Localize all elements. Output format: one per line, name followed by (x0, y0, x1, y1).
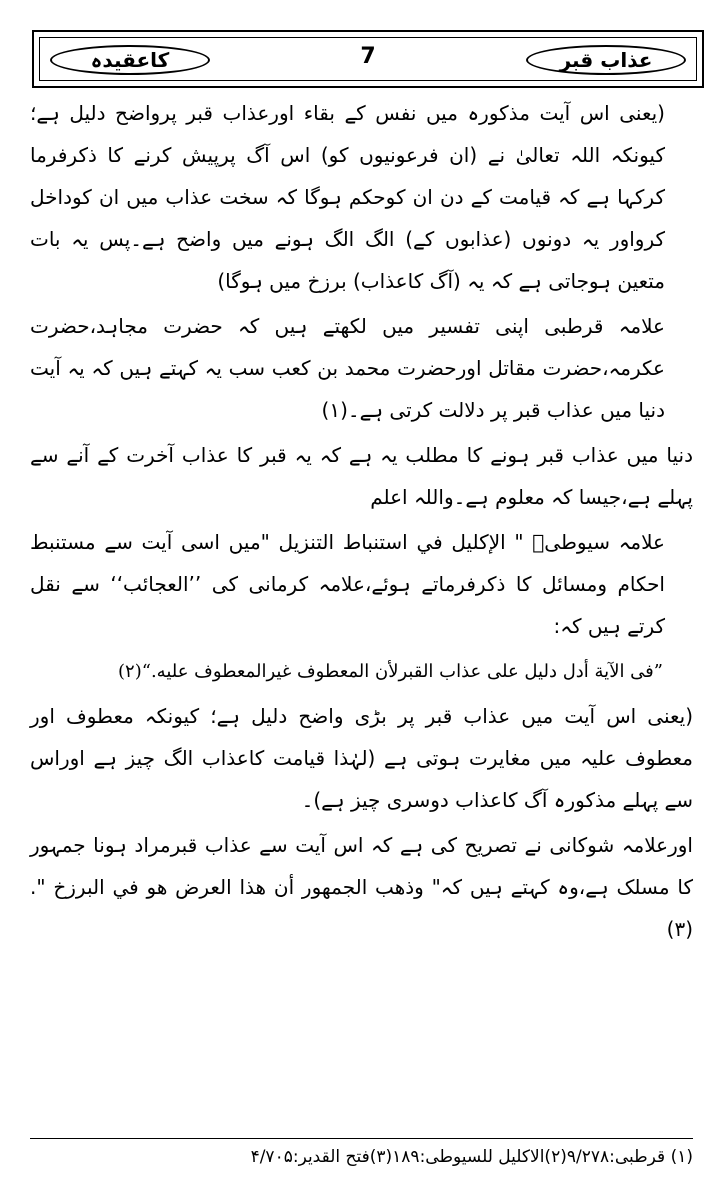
arabic-quote: ”فی الآیة أدل دلیل علی عذاب القبرلأن المعطوف غیرالمعطوف علیه.“(۲) (118, 661, 663, 682)
footnote-divider (30, 1138, 693, 1139)
page-body (30, 92, 693, 953)
header-right-title: عذاب قبر (526, 45, 686, 75)
page-number: 7 (360, 44, 376, 69)
paragraph-6: اورعلامہ شوکانی نے تصریح کی ہے کہ اس آیت سے عذاب قبرمراد ہونا جمہور کا مسلک ہے،وہ کہتے ہیں کہ" وذهب الجمهور أن هذا العرض هو في البرزخ ".(۳) (30, 833, 693, 941)
paragraph-1: (یعنی اس آیت مذکورہ میں نفس کے بقاء اورعذاب قبر پرواضح دلیل ہے؛ کیونکہ اللہ تعالیٰ نے (ان فرعونیوں کو) اس آگ پرپیش کرنے کا ذکرفرما کرکہا ہے کہ قیامت کے دن ان کوحکم ہوگا کہ سخت عذاب میں ان کوداخل کرواور یہ دونوں (عذابوں کے) الگ الگ ہونے میں واضح ہے۔پس یہ بات متعین ہوجاتی ہے کہ یہ (آگ کاعذاب) برزخ میں ہوگا) (30, 101, 665, 293)
header-inner-frame (39, 37, 697, 81)
paragraph-4: علامہ سیوطیؒ " الإكليل في استنباط التنزيل "میں اسی آیت سے مستنبط احکام ومسائل کا ذکرفرماتے ہوئے،علامہ کرمانی کی ’’العجائب‘‘ سے نقل کرتے ہیں کہ: (30, 530, 665, 638)
page-header (32, 30, 704, 88)
paragraph-3: دنیا میں عذاب قبر ہونے کا مطلب یہ ہے کہ یہ قبر کا عذاب آخرت کے آنے سے پہلے ہے،جیسا کہ معلوم ہے۔واللہ اعلم (30, 443, 693, 509)
paragraph-5: (یعنی اس آیت میں عذاب قبر پر بڑی واضح دلیل ہے؛ کیونکہ معطوف اور معطوف علیہ میں مغایرت ہوتی ہے (لہٰذا قیامت کاعذاب الگ چیز ہے اوراس سے پہلے مذکورہ آگ کاعذاب دوسری چیز ہے)۔ (30, 704, 693, 812)
footnote: (۱) قرطبی:۹/۲۷۸(۲)الاکلیل للسیوطی:۱۸۹(۳)فتح القدیر:۴/۷۰۵ (250, 1147, 693, 1167)
header-left-title: کاعقیدہ (50, 45, 210, 75)
paragraph-2: علامہ قرطبی اپنی تفسیر میں لکھتے ہیں کہ حضرت مجاہد،حضرت عکرمہ،حضرت مقاتل اورحضرت محمد بن کعب سب یہ کہتے ہیں کہ یہ آیت دنیا میں عذاب قبر پر دلالت کرتی ہے۔(۱) (30, 314, 665, 422)
